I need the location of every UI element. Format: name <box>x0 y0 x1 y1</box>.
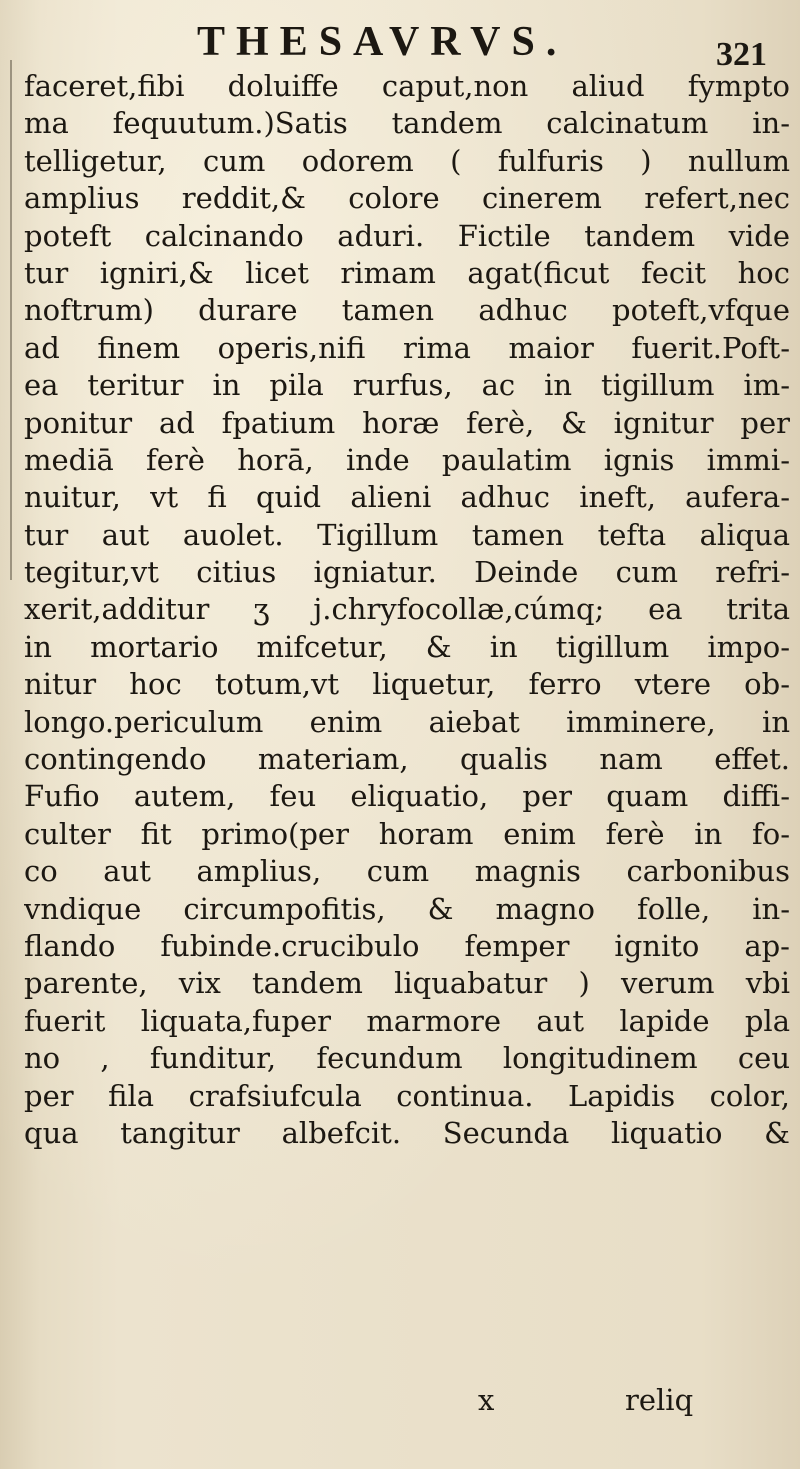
gutter-shadow <box>10 60 12 580</box>
page-header <box>0 12 800 72</box>
text-line: tur aut auolet. Tigillum tamen tefta aliqua <box>24 517 790 552</box>
text-line: ponitur ad fpatium horæ ferè, & ignitur per <box>24 405 790 440</box>
text-body <box>24 68 790 1152</box>
text-line: ma fequutum.)Satis tandem calcinatum in- <box>24 106 790 141</box>
text-line: parente, vix tandem liquabatur ) verum vbi <box>24 966 790 1001</box>
text-line: vndique circumpofitis, & magno folle, in- <box>24 891 790 926</box>
text-line: no , funditur, fecundum longitudinem ceu <box>24 1041 790 1076</box>
text-line: tegitur,vt citius igniatur. Deinde cum refri- <box>24 555 790 590</box>
page-footer <box>0 1380 800 1420</box>
text-line: ad finem operis,nifi rima maior fuerit.Poft- <box>24 330 790 365</box>
text-line: longo.periculum enim aiebat imminere, in <box>24 704 790 739</box>
text-line: qua tangitur albefcit. Secunda liquatio & <box>24 1115 790 1150</box>
text-line: culter fit primo(per horam enim ferè in fo- <box>24 816 790 851</box>
page-number: 321 <box>716 36 767 73</box>
text-line: mediā ferè horā, inde paulatim ignis immi- <box>24 442 790 477</box>
text-line: amplius reddit,& colore cinerem refert,nec <box>24 181 790 216</box>
text-line: telligetur, cum odorem ( fulfuris ) nullum <box>24 143 790 178</box>
running-title: THESAVRVS. <box>197 19 568 65</box>
text-line: noftrum) durare tamen adhuc poteft,vfque <box>24 293 790 328</box>
text-line: nitur hoc totum,vt liquetur, ferro vtere ob- <box>24 667 790 702</box>
text-line: contingendo materiam, qualis nam effet. <box>24 742 790 777</box>
text-line: flando fubinde.crucibulo femper ignito ap- <box>24 928 790 963</box>
text-line: co aut amplius, cum magnis carbonibus <box>24 854 790 889</box>
text-line: faceret,fibi doluiffe caput,non aliud fympto <box>24 69 790 103</box>
text-line: ea teritur in pila rurfus, ac in tigillum im- <box>24 368 790 403</box>
text-line: tur igniri,& licet rimam agat(ficut fecit hoc <box>24 255 790 290</box>
signature-mark: x <box>478 1383 495 1417</box>
text-line: fuerit liquata,fuper marmore aut lapide pla <box>24 1003 790 1038</box>
text-line: xerit,additur ʒ j.chryfocollæ,cúmq; ea trita <box>24 592 790 627</box>
text-line: Fufio autem, feu eliquatio, per quam diffi- <box>24 779 790 814</box>
text-line: poteft calcinando aduri. Fictile tandem vide <box>24 218 790 253</box>
text-line: in mortario mifcetur, & in tigillum impo- <box>24 629 790 664</box>
text-line: per fila crafsiufcula continua. Lapidis color, <box>24 1078 790 1113</box>
catchword: reliq <box>625 1383 694 1417</box>
text-line: nuitur, vt fi quid alieni adhuc ineft, aufera- <box>24 480 790 515</box>
